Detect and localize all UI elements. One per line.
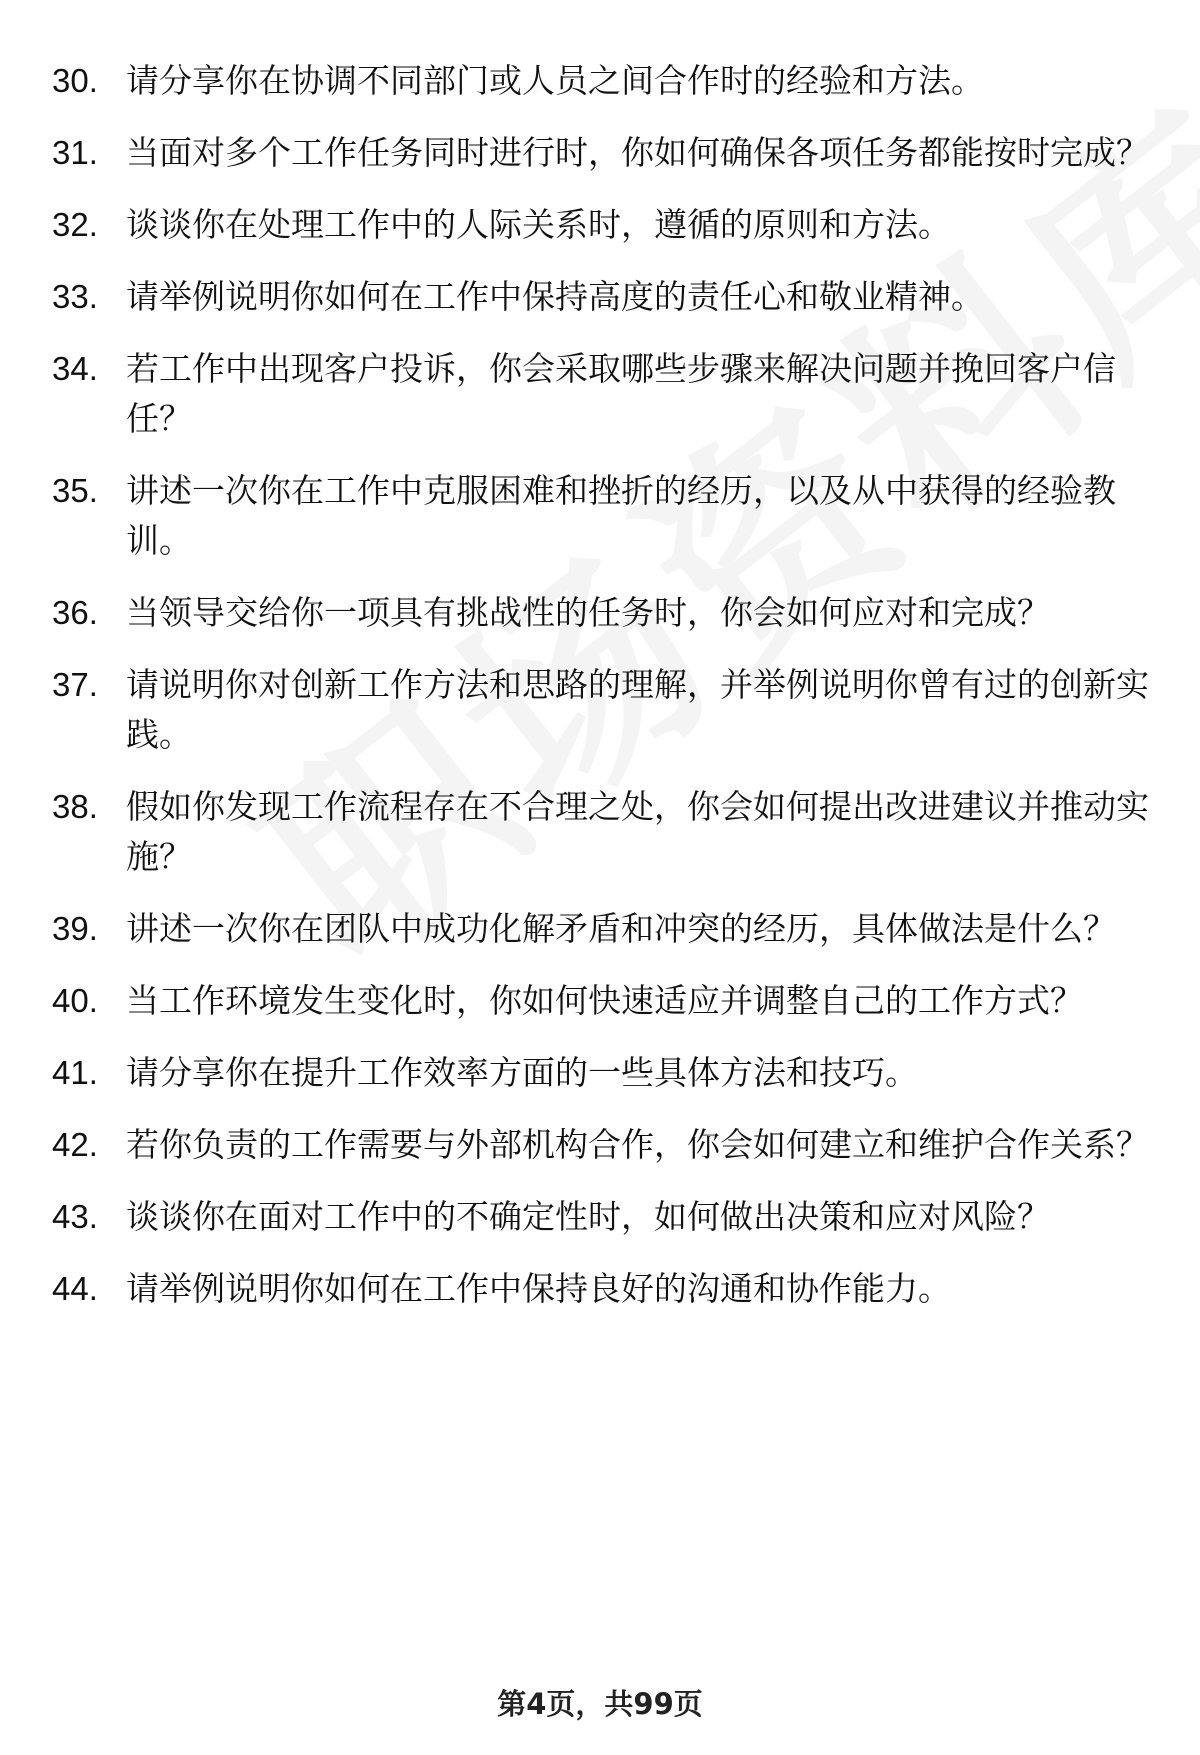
question-number: 40. <box>52 982 98 1019</box>
question-item <box>52 466 1152 566</box>
question-number: 31. <box>52 134 98 171</box>
question-item <box>52 976 1152 1026</box>
question-number: 34. <box>52 350 98 387</box>
question-item <box>52 1120 1152 1170</box>
question-item <box>52 660 1152 760</box>
question-text: 当工作环境发生变化时，你如何快速适应并调整自己的工作方式？ <box>126 981 1083 1020</box>
question-text: 假如你发现工作流程存在不合理之处，你会如何提出改进建议并推动实施？ <box>126 787 1149 876</box>
page-footer: 第4页，共99页 <box>497 1687 703 1721</box>
question-text: 请说明你对创新工作方法和思路的理解，并举例说明你曾有过的创新实践。 <box>126 665 1149 754</box>
question-text: 若你负责的工作需要与外部机构合作，你会如何建立和维护合作关系？ <box>126 1125 1149 1164</box>
question-number: 30. <box>52 62 98 99</box>
question-number: 44. <box>52 1270 98 1307</box>
question-number: 42. <box>52 1126 98 1163</box>
question-item <box>52 344 1152 444</box>
question-text: 请分享你在协调不同部门或人员之间合作时的经验和方法。 <box>126 61 984 100</box>
question-text: 请举例说明你如何在工作中保持良好的沟通和协作能力。 <box>126 1269 951 1308</box>
question-item <box>52 904 1152 954</box>
question-item <box>52 782 1152 882</box>
question-number: 43. <box>52 1198 98 1235</box>
question-number: 37. <box>52 666 98 703</box>
question-text: 请举例说明你如何在工作中保持高度的责任心和敬业精神。 <box>126 277 984 316</box>
question-text: 当面对多个工作任务同时进行时，你如何确保各项任务都能按时完成？ <box>126 133 1149 172</box>
question-item <box>52 1192 1152 1242</box>
question-item <box>52 200 1152 250</box>
question-number: 36. <box>52 594 98 631</box>
question-item <box>52 1048 1152 1098</box>
question-item <box>52 588 1152 638</box>
question-item <box>52 56 1152 106</box>
question-number: 41. <box>52 1054 98 1091</box>
question-number: 35. <box>52 472 98 509</box>
question-item <box>52 1264 1152 1314</box>
question-number: 38. <box>52 788 98 825</box>
question-text: 请分享你在提升工作效率方面的一些具体方法和技巧。 <box>126 1053 918 1092</box>
question-text: 讲述一次你在工作中克服困难和挫折的经历，以及从中获得的经验教训。 <box>126 471 1116 560</box>
question-list <box>52 56 1152 1336</box>
question-item <box>52 128 1152 178</box>
question-number: 39. <box>52 910 98 947</box>
question-text: 当领导交给你一项具有挑战性的任务时，你会如何应对和完成？ <box>126 593 1050 632</box>
question-text: 谈谈你在面对工作中的不确定性时，如何做出决策和应对风险？ <box>126 1197 1050 1236</box>
question-number: 32. <box>52 206 98 243</box>
question-text: 谈谈你在处理工作中的人际关系时，遵循的原则和方法。 <box>126 205 951 244</box>
question-text: 讲述一次你在团队中成功化解矛盾和冲突的经历，具体做法是什么？ <box>126 909 1116 948</box>
question-text: 若工作中出现客户投诉，你会采取哪些步骤来解决问题并挽回客户信任？ <box>126 349 1116 438</box>
question-number: 33. <box>52 278 98 315</box>
question-item <box>52 272 1152 322</box>
